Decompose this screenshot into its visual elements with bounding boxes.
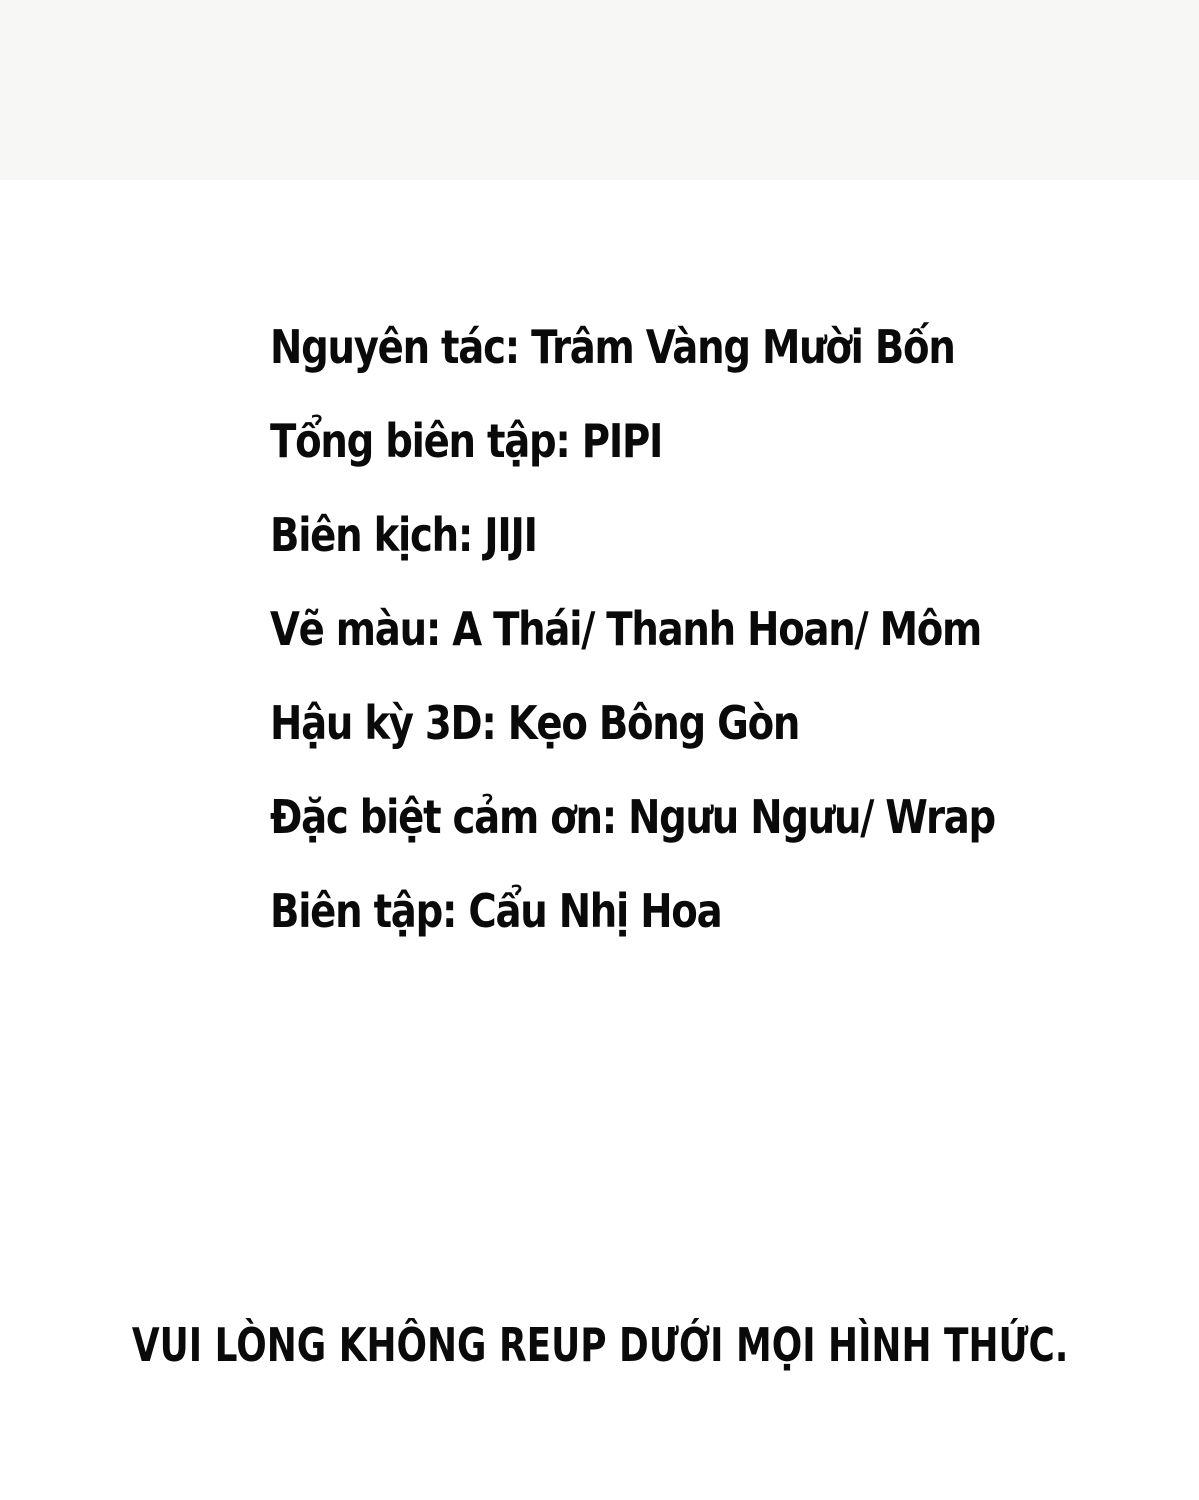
credits-list <box>270 312 1150 970</box>
credit-chief-editor: Tổng biên tập: PIPI <box>270 414 663 468</box>
credit-3d-postproduction: Hậu kỳ 3D: Kẹo Bông Gòn <box>270 696 800 750</box>
credit-original-author: Nguyên tác: Trâm Vàng Mười Bốn <box>270 320 955 374</box>
credit-colorist: Vẽ màu: A Thái/ Thanh Hoan/ Môm <box>270 602 982 656</box>
credit-screenwriter: Biên kịch: JIJI <box>270 508 537 562</box>
top-background-band <box>0 0 1199 180</box>
credit-special-thanks: Đặc biệt cảm ơn: Ngưu Ngưu/ Wrap <box>270 790 995 844</box>
no-reupload-notice: VUI LÒNG KHÔNG REUP DƯỚI MỌI HÌNH THỨC. <box>131 1318 1069 1372</box>
credit-editor: Biên tập: Cẩu Nhị Hoa <box>270 884 722 938</box>
